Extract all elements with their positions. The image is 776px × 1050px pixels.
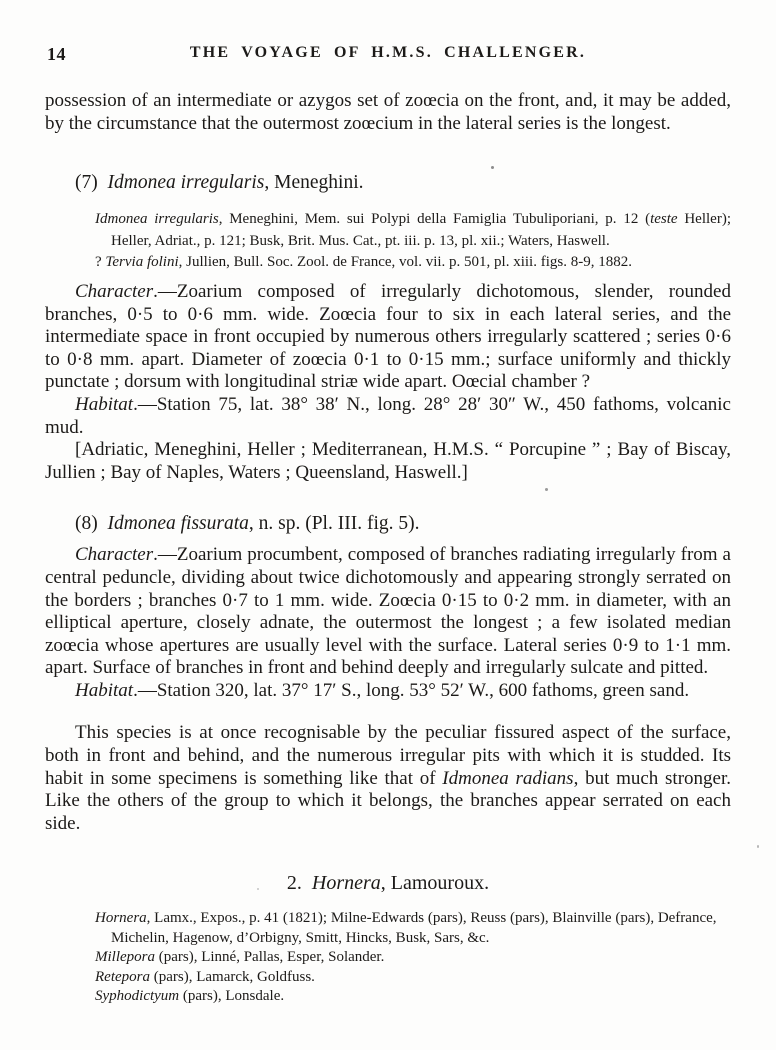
scan-speck bbox=[491, 166, 494, 169]
intro-paragraph: possession of an intermediate or azygos set of zoœcia on the front, and, it may be added, by the circumstance that the outermost zoœcium in the lateral series is the longest. bbox=[45, 90, 731, 134]
page-number: 14 bbox=[47, 44, 66, 64]
synonymy-entry: Syphodictyum (pars), Lonsdale. bbox=[95, 988, 285, 1005]
species-7-character: Character.—Zoarium composed of irregularly dichotomous, slender, rounded branches, 0·5 to 0·6 mm. wide. Zoœcia four to six in each lateral series, and the intermediate space in front occupied by numerous others irregularly scattered ; series 0·6 to 0·8 mm. apart. Diameter of zoœcia 0·1 to 0·15 mm.; surface uniformly and thickly punctate ; dorsum with longitudinal striæ wide apart. Oœcial chamber ? bbox=[45, 280, 731, 393]
synonymy-entry: Hornera, Lamx., Expos., p. 41 (1821); Milne-Edwards (pars), Reuss (pars), Blainville (pars), Defrance, Michelin, Hagenow, d’Orbigny, Smitt, Hincks, Busk, Sars, &c. bbox=[95, 910, 717, 946]
synonymy-entry: Idmonea irregularis, Meneghini, Mem. sui Polypi della Famiglia Tubuliporiani, p. 12 (teste Heller); Heller, Adriat., p. 121; Busk, Brit. Mus. Cat., pt. iii. p. 13, pl. xii.; Waters, Haswell. bbox=[95, 211, 731, 249]
species-8-habitat: Habitat.—Station 320, lat. 37° 17′ S., long. 53° 52′ W., 600 fathoms, green sand. bbox=[75, 679, 690, 701]
species-8-character: Character.—Zoarium procumbent, composed of branches radiating irregularly from a central peduncle, dividing about twice dichotomously and appearing strongly serrated on the borders ; branches 0·7 to 1 mm. wide. Zoœcia 0·15 to 0·2 mm. in diameter, with an elliptical aperture, closely adnate, the outermost the longest ; a few isolated median zoœcia whose apertures are usually level with the surface. Lateral series 0·9 to 1·1 mm. apart. Surface of branches in front and behind deeply and irregularly sulcate and pitted. bbox=[45, 544, 731, 679]
running-title: THE VOYAGE OF H.M.S. CHALLENGER. bbox=[189, 44, 587, 61]
synonymy-entry: Millepora (pars), Linné, Pallas, Esper, Solander. bbox=[95, 949, 385, 966]
species-7-heading: (7) Idmonea irregularis, Meneghini. bbox=[75, 172, 364, 194]
scan-speck bbox=[757, 845, 759, 848]
page-header bbox=[45, 44, 731, 64]
scan-speck bbox=[545, 488, 548, 491]
scan-speck bbox=[257, 888, 259, 890]
species-8-remarks: This species is at once recognisable by the peculiar fissured aspect of the surface, both in front and behind, and the numerous irregular pits with which it is studded. Its habit in some specimens is something like that of Idmonea radians, but much stronger. Like the others of the group to which it belongs, the branches appear serrated on each side. bbox=[45, 722, 732, 834]
species-7-distribution: [Adriatic, Meneghini, Heller ; Mediterranean, H.M.S. “ Porcupine ” ; Bay of Biscay, Jullien ; Bay of Naples, Waters ; Queensland, Haswell.] bbox=[45, 439, 731, 483]
genus-2-synonymy bbox=[95, 909, 731, 1007]
synonymy-entry: Retepora (pars), Lamarck, Goldfuss. bbox=[95, 968, 315, 985]
species-8-heading: (8) Idmonea fissurata, n. sp. (Pl. III. fig. 5). bbox=[75, 513, 420, 535]
genus-2-heading: 2. Hornera, Lamouroux. bbox=[286, 872, 490, 895]
species-7-habitat: Habitat.—Station 75, lat. 38° 38′ N., long. 28° 28′ 30″ W., 450 fathoms, volcanic mud. bbox=[45, 393, 731, 438]
species-7-synonymy bbox=[95, 209, 731, 274]
synonymy-entry: ? Tervia folini, Jullien, Bull. Soc. Zool. de France, vol. vii. p. 501, pl. xiii. figs. 8-9, 1882. bbox=[95, 254, 632, 271]
